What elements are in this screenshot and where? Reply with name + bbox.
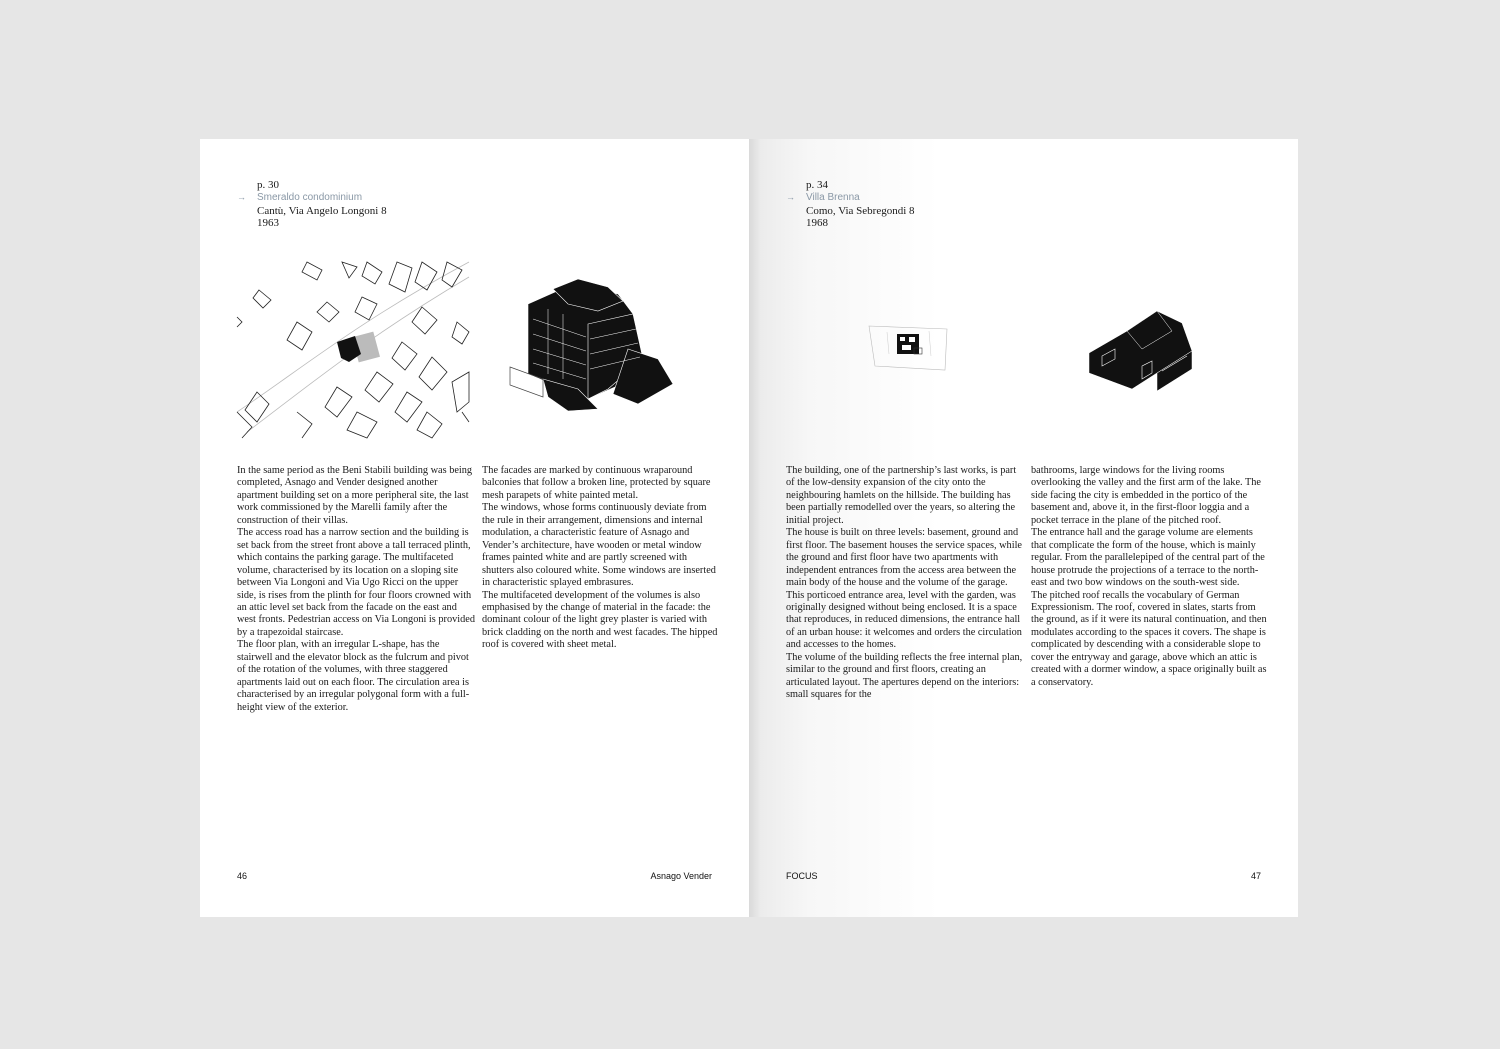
arrow-right-icon: →	[786, 192, 795, 203]
text-column-2	[482, 465, 720, 652]
paragraph: The pitched roof recalls the vocabulary of German Expressionism. The roof, covered in slates, starts from the ground, as if it were its natural continuation, and then modulates according to the spaces it covers. The shape is complicated by descending with a considerable slope to cover the entryway and garage, above which an attic is created with a dormer window, a space originally built as a conservatory.	[1031, 589, 1267, 688]
paragraph: The facades are marked by continuous wraparound balconies that follow a broken line, protected by square mesh parapets of white painted metal.	[482, 465, 711, 501]
project-header	[786, 179, 915, 230]
page-reference: p. 34	[806, 179, 828, 191]
paragraph: The building, one of the partnership’s last works, is part of the low-density expansion of the city onto the neighbouring hamlets on the hillside. The building has been partially remodelled over the years, so altering the initial project.	[786, 465, 1017, 526]
paragraph: The floor plan, with an irregular L-shape, has the stairwell and the elevator block as the fulcrum and pivot of the rotation of the volumes, with three staggered apartments laid out on each floor. The circulation area is characterised by an irregular polygonal form with a full-height view of the exterior.	[237, 639, 470, 713]
project-year: 1968	[806, 217, 828, 230]
site-plan-drawing	[237, 262, 469, 438]
right-page	[749, 139, 1298, 917]
site-plan-drawing	[869, 326, 949, 370]
page-reference: p. 30	[257, 179, 279, 191]
arrow-right-icon: →	[237, 192, 246, 203]
axonometric-drawing	[508, 279, 676, 411]
paragraph: The entrance hall and the garage volume are elements that complicate the form of the house, which is mainly regular. From the parallelepiped of the central part of the house protrude the projections of a terrace to the north-east and two bow windows on the south-west side.	[1031, 527, 1265, 589]
paragraph: The multifaceted development of the volumes is also emphasised by the change of material in the facade: the dominant colour of the light grey plaster is varied with brick cladding on the north and west facades. The hipped roof is covered with sheet metal.	[482, 589, 718, 651]
project-title-link[interactable]: Villa Brenna	[806, 192, 860, 204]
paragraph: In the same period as the Beni Stabili building was being completed, Asnago and Vender designed another apartment building set on a more peripheral site, the last work commissioned by the Marelli family after the construction of their villas.	[237, 465, 473, 526]
section-label: FOCUS	[786, 871, 818, 881]
project-year: 1963	[257, 217, 279, 230]
text-column-1	[237, 465, 475, 714]
text-column-1	[786, 465, 1024, 702]
page-number: 47	[1250, 871, 1261, 881]
project-title-link[interactable]: Smeraldo condominium	[257, 192, 363, 204]
page-number: 46	[237, 871, 248, 881]
project-header	[237, 179, 387, 230]
project-address: Como, Via Sebregondi 8	[806, 204, 915, 217]
axonometric-drawing	[1087, 311, 1197, 395]
paragraph: The house is built on three levels: basement, ground and first floor. The basement houses the service spaces, while the ground and first floor have two apartments with independent entrances from the access area between the main body of the house and the volume of the garage.	[786, 527, 1022, 589]
project-address: Cantù, Via Angelo Longoni 8	[257, 204, 387, 217]
paragraph: The access road has a narrow section and the building is set back from the street front above a tall terraced plinth, which contains the parking garage. The multifaceted volume, characterised by its location on a sloping site between Via Longoni and Via Ugo Ricci on the upper side, is rises from the plinth for four floors crowned with an attic level set back from the facade on the east and west fronts. Pedestrian access on Via Longoni is provided by a trapezoidal staircase.	[237, 527, 475, 638]
paragraph: This porticoed entrance area, level with the garden, was originally designed without being enclosed. It is a space that reproduces, in reduced dimensions, the entrance hall of an urban house: it welcomes and orders the circulation and accesses to the homes.	[786, 589, 1022, 651]
paragraph: bathrooms, large windows for the living rooms overlooking the valley and the first arm of the lake. The side facing the city is embedded in the portico of the basement and, above it, in the first-floor loggia and a pocket terrace in the plane of the pitched roof.	[1031, 465, 1261, 526]
left-page	[200, 139, 749, 917]
text-column-2	[1031, 465, 1269, 689]
paragraph: The windows, whose forms continuously deviate from the rule in their arrangement, dimensions and internal modulation, a characteristic feature of Asnago and Vender’s architecture, have wooden or metal window frames painted white and are partly screened with shutters also coloured white. Some windows are inserted in characteristic splayed embrasures.	[482, 502, 716, 589]
paragraph: The volume of the building reflects the free internal plan, similar to the ground and first floors, creating an articulated layout. The apertures depend on the interiors: small squares for the	[786, 651, 1023, 701]
running-title: Asnago Vender	[650, 871, 712, 881]
